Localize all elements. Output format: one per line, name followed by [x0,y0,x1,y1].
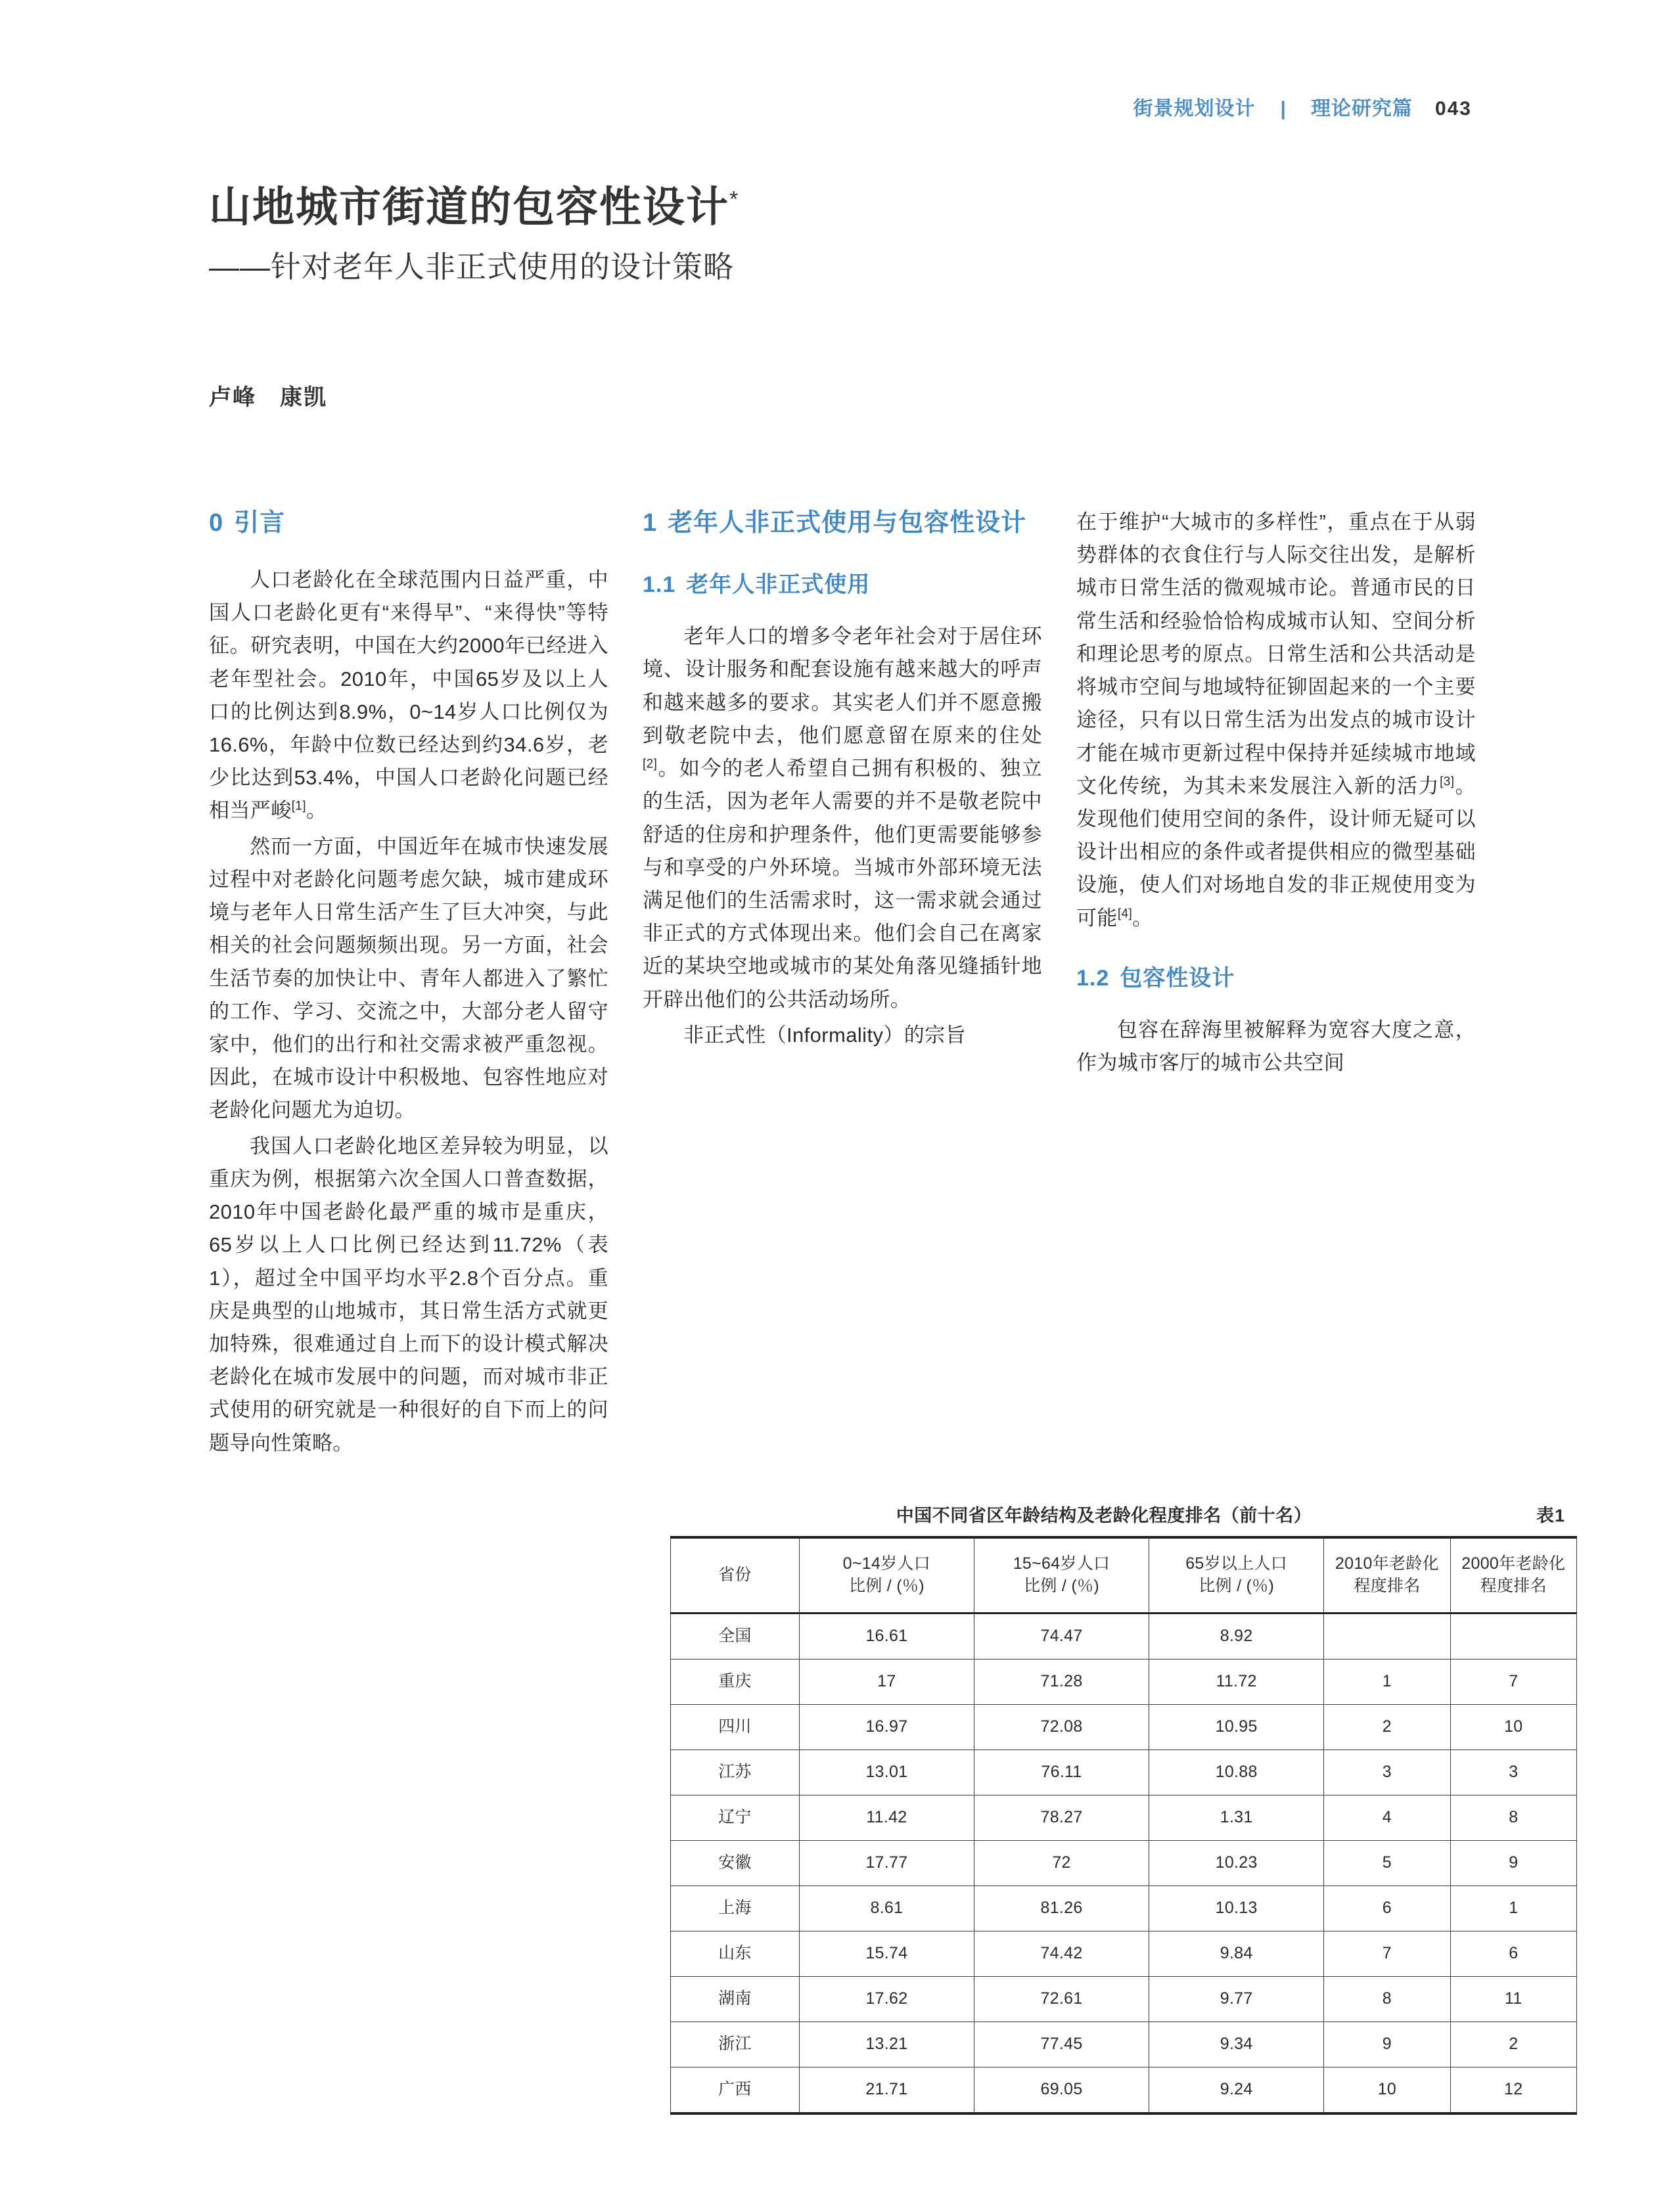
table-cell: 9.24 [1149,2067,1324,2114]
header-subsection-label: 理论研究篇 [1310,98,1413,120]
table-cell: 安徽 [671,1841,800,1886]
table-row [671,1886,1577,1931]
header-line-1: 0~14岁人口 [842,1554,931,1573]
table-cell: 7 [1450,1659,1576,1705]
paragraph-text-cont: 。发现他们使用空间的条件，设计师无疑可以设计出相应的条件或者提供相应的微型基础设施，使人们对场地自发的非正规使用变为可能 [1076,774,1476,930]
table-cell: 四川 [671,1705,800,1750]
paragraph: 我国人口老龄化地区差异较为明显，以重庆为例，根据第六次全国人口普查数据，2010年中国老龄化最严重的城市是重庆，65岁以上人口比例已经达到11.72%（表1），超过全中国平均水平2.8个百分点。重庆是典型的山地城市，其日常生活方式就更加特殊，很难通过自上而下的设计模式解决老龄化在城市发展中的问题，而对城市非正式使用的研究就是一种很好的自下而上的问题导向性策略。 [209,1134,608,1455]
table-cell: 74.47 [974,1614,1149,1659]
table-cell: 辽宁 [671,1795,800,1841]
reference-marker-3: [3] [1440,775,1455,789]
table-cell: 1 [1450,1886,1576,1931]
section-heading-0 [209,506,608,541]
table-column-header [1149,1537,1324,1614]
table-number-label: 表1 [1536,1506,1565,1525]
table-cell: 8.92 [1149,1614,1324,1659]
running-header [1133,92,1472,121]
section-title-0: 引言 [234,509,286,537]
header-line-1: 2010年老龄化 [1335,1554,1439,1573]
subsection-title-1-1: 老年人非正式使用 [686,572,871,597]
header-line-2: 程度排名 [1354,1577,1421,1595]
text-column-1 [209,506,608,1462]
reference-marker-2: [2] [643,757,658,771]
paragraph: 包容在辞海里被解释为宽容大度之意，作为城市客厅的城市公共空间 [1076,1018,1476,1075]
subsection-heading-1-2 [1076,962,1476,994]
section-title-1: 老年人非正式使用与包容性设计 [668,509,1027,537]
header-line-2: 比例 / (％) [1199,1577,1275,1595]
table-cell: 2 [1450,2022,1576,2067]
table-cell: 6 [1450,1931,1576,1977]
header-line-1: 省份 [718,1566,752,1585]
table-cell: 广西 [671,2067,800,2114]
table-row [671,1614,1577,1659]
table-cell: 78.27 [974,1795,1149,1841]
subsection-title-1-2: 包容性设计 [1120,965,1235,991]
table-cell: 江苏 [671,1750,800,1795]
table-cell: 8 [1324,1977,1450,2022]
table-cell: 1 [1324,1659,1450,1705]
table-cell: 11 [1450,1977,1576,2022]
table-cell: 重庆 [671,1659,800,1705]
table-cell [1324,1614,1450,1659]
subsection-number-1-1: 1.1 [643,572,676,597]
table-cell: 9.34 [1149,2022,1324,2067]
table-cell: 10 [1324,2067,1450,2114]
table-column-header [1324,1537,1450,1614]
table-cell [1450,1614,1576,1659]
table-cell: 69.05 [974,2067,1149,2114]
article-body [209,506,1477,1462]
header-line-2: 比例 / (％) [848,1577,925,1595]
text-column-3 [1076,506,1476,1462]
table-cell: 3 [1324,1750,1450,1795]
section-number-1: 1 [643,509,658,537]
header-line-1: 15~64岁人口 [1013,1554,1110,1573]
table-cell: 9.84 [1149,1931,1324,1977]
reference-marker-1: [1] [291,800,306,814]
paragraph-text: 在于维护“大城市的多样性”，重点在于从弱势群体的衣食住行与人际交往出发，是解析城市日常生活的微观城市论。普通市民的日常生活和经验恰恰构成城市认知、空间分析和理论思考的原点。日常生活和公共活动是将城市空间与地域特征铆固起来的一个主要途径，只有以日常生活为出发点的城市设计才能在城市更新过程中保持并延续城市地域文化传统，为其未来发展注入新的活力 [1076,510,1476,798]
table-cell: 3 [1450,1750,1576,1795]
table-row [671,2022,1577,2067]
table-cell: 11.72 [1149,1659,1324,1705]
table-caption: 中国不同省区年龄结构及老龄化程度排名（前十名） [896,1506,1312,1525]
table-cell: 1.31 [1149,1795,1324,1841]
table-row [671,1795,1577,1841]
table-row [671,2067,1577,2114]
table-cell: 10.95 [1149,1705,1324,1750]
table-cell: 10.13 [1149,1886,1324,1931]
author-list: 卢峰 康凯 [209,385,327,410]
paper-subtitle: ——针对老年人非正式使用的设计策略 [209,249,734,284]
paragraph-text: 老年人口的增多令老年社会对于居住环境、设计服务和配套设施有越来越大的呼声和越来越多的要求。其实老人们并不愿意搬到敬老院中去，他们愿意留在原来的住处 [643,625,1042,747]
table-cell: 9.77 [1149,1977,1324,2022]
table-column-header [671,1537,800,1614]
table-cell: 10.88 [1149,1750,1324,1795]
table-cell: 17.77 [799,1841,974,1886]
table-column-header [974,1537,1149,1614]
header-line-1: 65岁以上人口 [1185,1554,1288,1573]
table-cell: 9 [1450,1841,1576,1886]
table-row [671,1750,1577,1795]
paragraph-text-end: 。 [1132,906,1153,930]
paragraph [643,620,1042,1016]
table-cell: 72.61 [974,1977,1149,2022]
subsection-number-1-2: 1.2 [1076,965,1110,991]
header-line-2: 比例 / (％) [1024,1577,1099,1595]
paper-title-text: 山地城市街道的包容性设计 [209,183,729,231]
table-row [671,1977,1577,2022]
table-column-header [1450,1537,1576,1614]
table-cell: 8 [1450,1795,1576,1841]
table-1-container [670,1501,1577,2115]
table-cell: 7 [1324,1931,1450,1977]
paragraph: 非正式性（Informality）的宗旨 [683,1023,966,1047]
paragraph [209,564,608,828]
title-block [209,184,1457,286]
table-row [671,1841,1577,1886]
table-cell: 4 [1324,1795,1450,1841]
table-cell: 11.42 [799,1795,974,1841]
table-row [671,1659,1577,1705]
title-footnote-marker: * [729,187,740,212]
table-cell: 71.28 [974,1659,1149,1705]
table-cell: 山东 [671,1931,800,1977]
page-title [209,184,1457,231]
table-cell: 76.11 [974,1750,1149,1795]
table-row [671,1705,1577,1750]
page-number: 043 [1434,98,1472,120]
table-row [671,1931,1577,1977]
table-cell: 湖南 [671,1977,800,2022]
table-cell: 16.61 [799,1614,974,1659]
paragraph-tail: 。 [306,799,327,823]
text-column-2 [643,506,1042,1462]
section-number-0: 0 [209,509,224,537]
header-line-1: 2000年老龄化 [1461,1554,1566,1573]
table-cell: 81.26 [974,1886,1149,1931]
table-head [671,1537,1577,1614]
table-cell: 上海 [671,1886,800,1931]
table-cell: 10.23 [1149,1841,1324,1886]
table-cell: 17.62 [799,1977,974,2022]
table-header-row [671,1537,1577,1614]
table-column-header [799,1537,974,1614]
table-cell: 全国 [671,1614,800,1659]
table-body [671,1614,1577,2114]
age-structure-table [670,1536,1577,2115]
table-cell: 21.71 [799,2067,974,2114]
table-cell: 12 [1450,2067,1576,2114]
table-cell: 74.42 [974,1931,1149,1977]
table-cell: 5 [1324,1841,1450,1886]
table-cell: 2 [1324,1705,1450,1750]
header-line-2: 程度排名 [1480,1577,1547,1595]
table-cell: 8.61 [799,1886,974,1931]
paragraph: 然而一方面，中国近年在城市快速发展过程中对老龄化问题考虑欠缺，城市建成环境与老年人日常生活产生了巨大冲突，与此相关的社会问题频频出现。另一方面，社会生活节奏的加快让中、青年人都进入了繁忙的工作、学习、交流之中，大部分老人留守家中，他们的出行和社交需求被严重忽视。因此，在城市设计中积极地、包容性地应对老龄化问题尤为迫切。 [209,834,608,1122]
table-cell: 72 [974,1841,1149,1886]
table-cell: 16.97 [799,1705,974,1750]
table-cell: 9 [1324,2022,1450,2067]
table-cell: 浙江 [671,2022,800,2067]
table-cell: 17 [799,1659,974,1705]
paragraph-text-cont: 。如今的老人希望自己拥有积极的、独立的生活，因为老年人需要的并不是敬老院中舒适的住房和护理条件，他们更需要能够参与和享受的户外环境。当城市外部环境无法满足他们的生活需求时，这一需求就会通过非正式的方式体现出来。他们会自己在离家近的某块空地或城市的某处角落见缝插针地开辟出他们的公共活动场所。 [643,757,1042,1011]
reference-marker-4: [4] [1117,907,1133,921]
paragraph-continued [1076,506,1476,935]
table-cell: 15.74 [799,1931,974,1977]
table-caption-row [670,1501,1577,1527]
table-cell: 13.21 [799,2022,974,2067]
header-separator: | [1280,98,1286,120]
table-cell: 10 [1450,1705,1576,1750]
subsection-heading-1-1 [643,569,1042,600]
paragraph-text: 人口老龄化在全球范围内日益严重，中国人口老龄化更有“来得早”、“来得快”等特征。研究表明，中国在大约2000年已经进入老年型社会。2010年，中国65岁及以上人口的比例达到8.9%，0~14岁人口比例仅为16.6%，年龄中位数已经达到约34.6岁，老少比达到53.4%，中国人口老龄化问题已经相当严峻 [209,568,608,823]
table-cell: 6 [1324,1886,1450,1931]
table-cell: 77.45 [974,2022,1149,2067]
table-cell: 13.01 [799,1750,974,1795]
table-cell: 72.08 [974,1705,1149,1750]
header-section-label: 街景规划设计 [1133,98,1256,120]
section-heading-1 [643,506,1042,541]
